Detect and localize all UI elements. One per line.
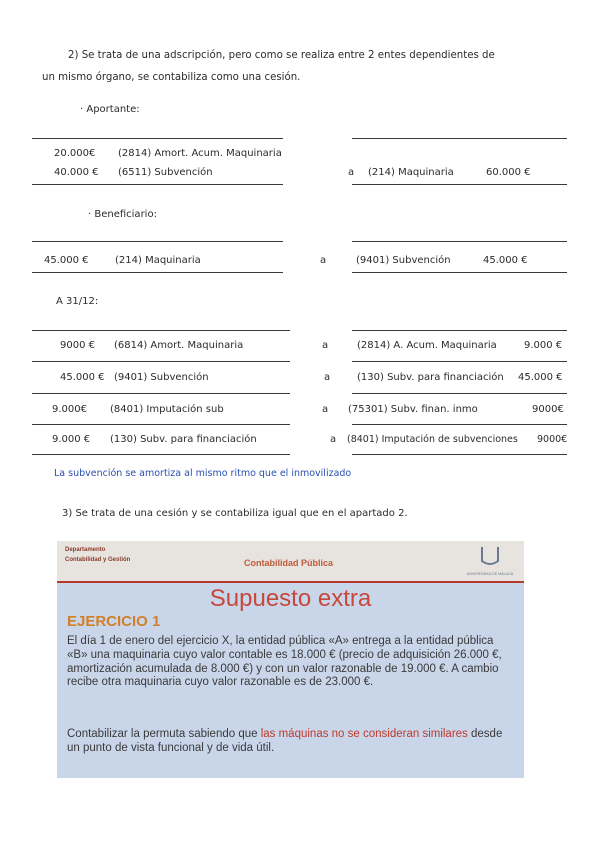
beneficiario-credit-top-line [352, 241, 567, 242]
aportante-debit-account-1: (2814) Amort. Acum. Maquinaria [118, 148, 282, 159]
cierre-row-2-a: a [324, 372, 331, 383]
cierre-row-1-credit-amount: 9.000 € [524, 340, 563, 351]
slide-title: Supuesto extra [209, 585, 372, 612]
cierre-row-2-credit-amount: 45.000 € [518, 372, 563, 383]
aportante-debit-account-2: (6511) Subvención [118, 167, 213, 178]
aportante-credit-account: (214) Maquinaria [368, 167, 454, 178]
slide-department [65, 545, 130, 565]
cierre-debit-line-4 [32, 454, 290, 455]
intro-line-2: un mismo órgano, se contabiliza como una cesión. [42, 72, 301, 83]
beneficiario-debit-amount: 45.000 € [44, 255, 89, 266]
cierre-row-3-debit-account: (8401) Imputación sub [110, 404, 224, 415]
cierre-debit-line-0 [32, 330, 290, 331]
slide-exercise-heading: EJERCICIO 1 [67, 613, 161, 630]
cierre-credit-line-1 [352, 361, 567, 362]
beneficiario-credit-amount: 45.000 € [483, 255, 528, 266]
cierre-debit-line-3 [32, 424, 290, 425]
cierre-heading: A 31/12: [56, 296, 99, 307]
slide-body-paragraph: El día 1 de enero del ejercicio X, la entidad pública «A» entrega a la entidad pública «B» una maquinaria cuyo valor contable es 18.000 € (precio de adquisición 26.000 €, amortización acumulada de 8.000 €) y con un valor razonable de 19.000 €. A cambio recibe otra maquinaria cuyo valor razonable es de 23.000 €. [67, 635, 502, 689]
aportante-credit-bottom-line [352, 184, 567, 185]
cierre-credit-line-4 [352, 454, 567, 455]
cierre-row-4-debit-account: (130) Subv. para financiación [110, 434, 257, 445]
aportante-debit-amount-2: 40.000 € [54, 167, 99, 178]
beneficiario-a: a [320, 255, 327, 266]
aportante-debit-bottom-line [32, 184, 283, 185]
cierre-row-4-credit-account: (8401) Imputación de subvenciones [347, 434, 518, 445]
cierre-row-3-credit-amount: 9000€ [532, 404, 564, 415]
beneficiario-credit-account: (9401) Subvención [356, 255, 451, 266]
cierre-debit-line-2 [32, 393, 290, 394]
beneficiario-debit-account: (214) Maquinaria [115, 255, 201, 266]
cierre-row-2-credit-account: (130) Subv. para financiación [357, 372, 504, 383]
slide-task-highlight: las máquinas no se consideran similares [260, 728, 468, 740]
beneficiario-heading: · Beneficiario: [88, 209, 157, 220]
cierre-row-2-debit-amount: 45.000 € [60, 372, 105, 383]
cierre-row-4-debit-amount: 9.000 € [52, 434, 91, 445]
cierre-row-4-credit-amount: 9000€ [537, 434, 568, 445]
cierre-row-3-credit-account: (75301) Subv. finan. inmo [348, 404, 478, 415]
university-logo-text: UNIVERSIDAD DE MÁLAGA [466, 572, 514, 576]
beneficiario-credit-bottom-line [352, 272, 567, 273]
beneficiario-debit-top-line [32, 241, 283, 242]
aportante-heading: · Aportante: [80, 104, 140, 115]
cierre-row-4-a: a [330, 434, 337, 445]
cierre-row-1-a: a [322, 340, 329, 351]
aportante-a: a [348, 167, 355, 178]
slide-task-before: Contabilizar la permuta sabiendo que [67, 728, 261, 740]
point-3-text: 3) Se trata de una cesión y se contabiliza igual que en el apartado 2. [62, 508, 408, 519]
slide-task-paragraph [67, 727, 517, 755]
slide-header-divider [57, 581, 524, 583]
slide-image [57, 541, 524, 778]
intro-line-1: 2) Se trata de una adscripción, pero como se realiza entre 2 entes dependientes de [68, 50, 495, 61]
cierre-row-1-debit-amount: 9000 € [60, 340, 95, 351]
aportante-debit-amount-1: 20.000€ [54, 148, 96, 159]
slide-subject: Contabilidad Pública [244, 558, 334, 568]
amortization-note: La subvención se amortiza al mismo ritmo que el inmovilizado [54, 468, 352, 479]
slide-task-after: desde un punto de vista funcional y de vida útil. [67, 728, 503, 754]
slide-department-line-2: Contabilidad y Gestión [65, 557, 131, 563]
aportante-credit-amount: 60.000 € [486, 167, 531, 178]
aportante-credit-top-line [352, 138, 567, 139]
aportante-debit-top-line [32, 138, 283, 139]
cierre-debit-line-1 [32, 361, 290, 362]
cierre-row-3-a: a [322, 404, 329, 415]
university-logo-icon [462, 543, 518, 579]
cierre-row-1-credit-account: (2814) A. Acum. Maquinaria [357, 340, 497, 351]
cierre-credit-line-0 [352, 330, 567, 331]
cierre-row-2-debit-account: (9401) Subvención [114, 372, 209, 383]
beneficiario-debit-bottom-line [32, 272, 283, 273]
cierre-row-1-debit-account: (6814) Amort. Maquinaria [114, 340, 244, 351]
slide-department-line-1: Departamento [65, 547, 106, 553]
cierre-credit-line-2 [352, 393, 567, 394]
cierre-credit-line-3 [352, 424, 567, 425]
cierre-row-3-debit-amount: 9.000€ [52, 404, 87, 415]
